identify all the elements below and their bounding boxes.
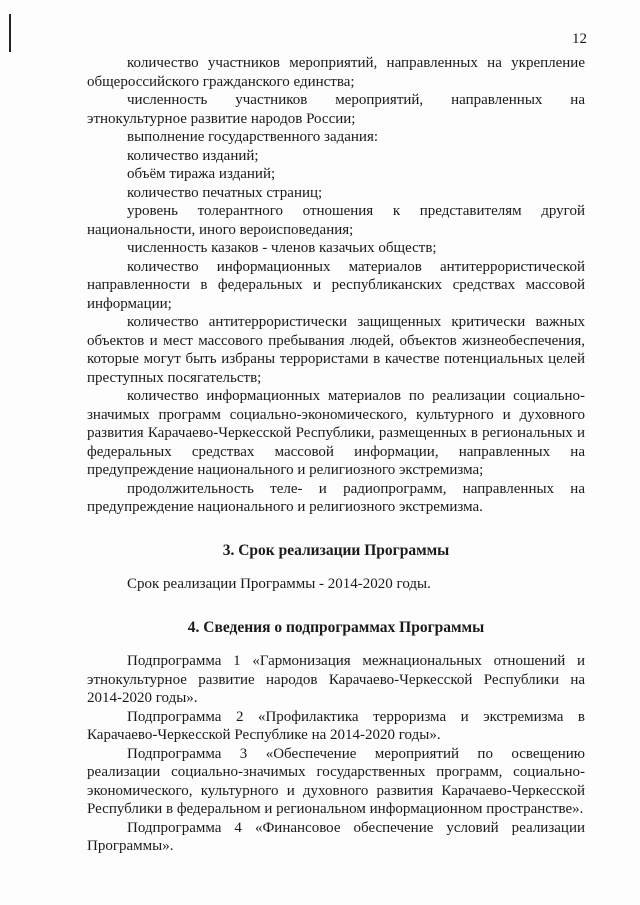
indicator-item: количество печатных страниц; xyxy=(127,184,323,201)
subprogram-paragraph: Подпрограмма 2 «Профилактика терроризма и экстремизма в Карачаево-Черкесской Республике на 2014-2020 годы». xyxy=(87,708,585,743)
section-4-heading: 4. Сведения о подпрограммах Программы xyxy=(187,618,485,636)
indicator-item: объём тиража изданий; xyxy=(127,166,276,182)
indicator-item: количество информационных материалов антитеррористической направленности в федеральных и республиканских средствах массовой информации; xyxy=(87,258,585,312)
document-body xyxy=(87,54,585,856)
section-3-heading: 3. Срок реализации Программы xyxy=(222,541,450,559)
indicator-item: выполнение государственного задания: xyxy=(127,129,379,145)
indicator-item: количество изданий; xyxy=(127,147,259,164)
margin-line xyxy=(9,14,11,52)
indicator-item: количество информационных материалов по реализации социально-значимых программ социально-экономического, культурного и духовного развития Карачаево-Черкесской Республики, размещенных в региональных и федеральных средствах массовой информации, направленных на предупреждение национального и религиозного экстремизма; xyxy=(87,388,585,478)
subprogram-paragraph: Подпрограмма 3 «Обеспечение мероприятий по освещению реализации социально-значимых государственных программ, социально-экономического, культурного и духовного развития Карачаево-Черкесской Республики в федеральном и региональном информационном пространстве». xyxy=(87,745,585,817)
indicator-item: численность казаков - членов казачьих обществ; xyxy=(127,240,437,256)
indicator-item: продолжительность теле- и радиопрограмм, направленных на предупреждение национального и религиозного экстремизма. xyxy=(87,480,585,515)
section-3-text: Срок реализации Программы - 2014-2020 годы. xyxy=(127,576,431,592)
indicator-item: количество антитеррористически защищенных критически важных объектов и мест массового пребывания людей, объектов жизнеобеспечения, которые могут быть избраны террористами в качестве потенциальных целей преступных посягательств; xyxy=(87,314,585,386)
page-number: 12 xyxy=(572,31,587,47)
subprogram-paragraph: Подпрограмма 1 «Гармонизация межнациональных отношений и этнокультурное развитие народов Карачаево-Черкесской Республики на 2014-2020 годы». xyxy=(87,653,585,706)
indicator-item: уровень толерантного отношения к представителям другой национальности, иного вероисповедания; xyxy=(87,203,585,238)
subprogram-paragraph: Подпрограмма 4 «Финансовое обеспечение условий реализации Программы». xyxy=(87,819,585,854)
indicator-list xyxy=(87,54,585,517)
indicator-item: количество участников мероприятий, направленных на укрепление общероссийского гражданского единства; xyxy=(87,55,585,90)
indicator-item: численность участников мероприятий, направленных на этнокультурное развитие народов России; xyxy=(87,92,585,127)
subprogram-list xyxy=(87,652,585,856)
